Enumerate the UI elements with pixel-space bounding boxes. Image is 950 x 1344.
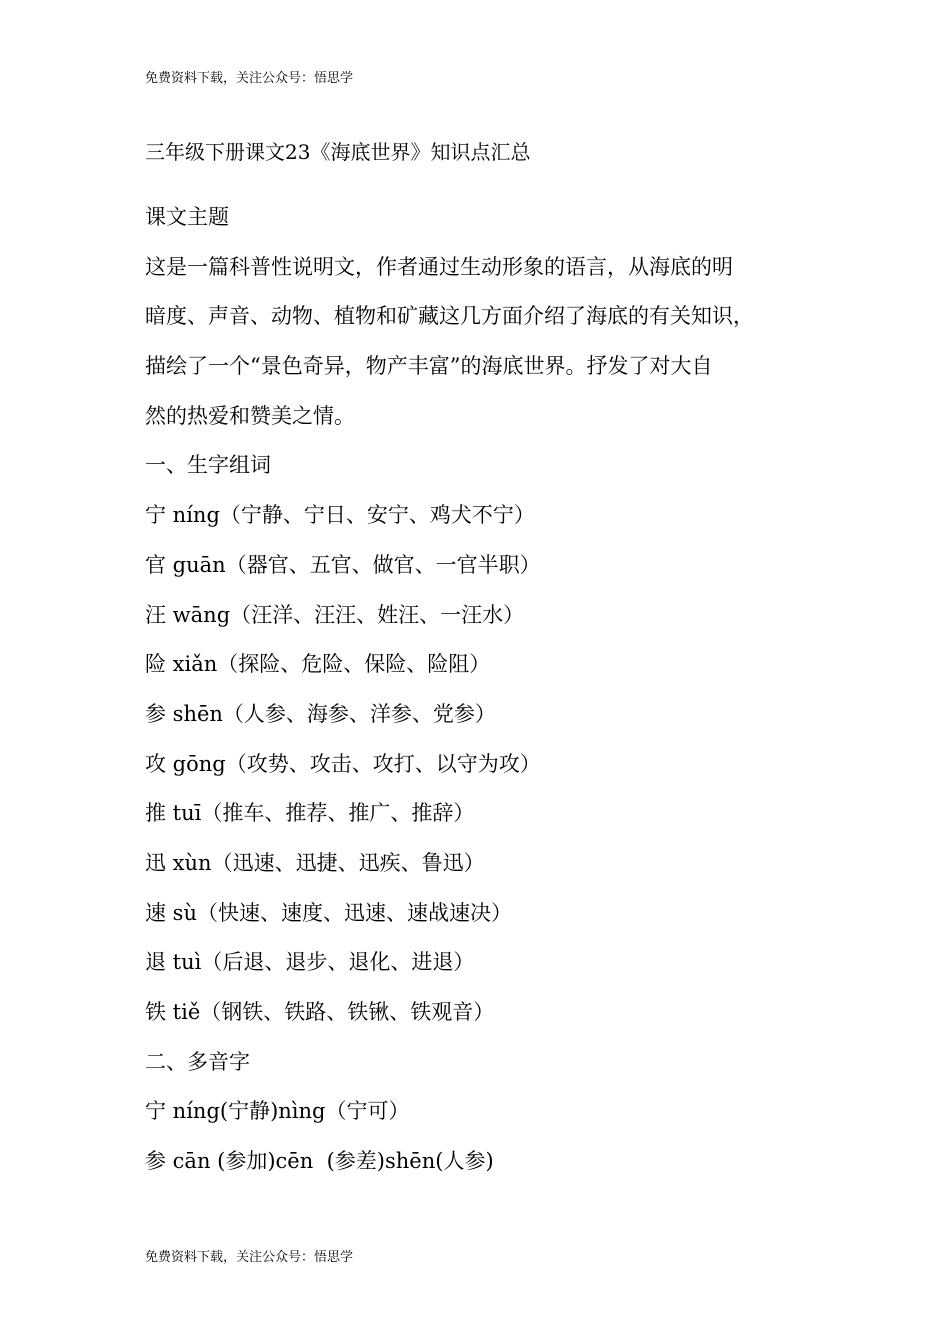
vocab-item: 推 tuī（推车、推荐、推广、推辞）: [145, 801, 475, 826]
page-header: 免费资料下载，关注公众号：悟思学: [145, 71, 354, 86]
vocab-item: 宁 níng（宁静、宁日、安宁、鸡犬不宁）: [145, 503, 535, 528]
page-footer: 免费资料下载，关注公众号：悟思学: [145, 1250, 354, 1265]
vocab-item: 速 sù（快速、速度、迅速、速战速决）: [145, 900, 512, 925]
polyphone-item: 宁 níng(宁静)nìng（宁可）: [145, 1099, 410, 1124]
theme-line: 然的热爱和赞美之情。: [145, 403, 355, 428]
vocab-item: 退 tuì（后退、退步、退化、进退）: [145, 950, 475, 975]
section-heading-polyphones: 二、多音字: [145, 1049, 250, 1074]
vocab-item: 参 shēn（人参、海参、洋参、党参）: [145, 701, 496, 726]
vocab-item: 汪 wāng（汪洋、汪汪、姓汪、一汪水）: [145, 602, 525, 627]
polyphone-item: 参 cān (参加)cēn (参差)shēn(人参): [145, 1149, 494, 1174]
theme-line: 暗度、声音、动物、植物和矿藏这几方面介绍了海底的有关知识，: [145, 304, 754, 329]
document-body: [145, 203, 815, 1197]
theme-heading: 课文主题: [145, 205, 229, 229]
document-title: 三年级下册课文23《海底世界》知识点汇总: [145, 140, 531, 164]
section-heading-vocabulary: 一、生字组词: [145, 453, 271, 478]
vocab-item: 铁 tiě（钢铁、铁路、铁锹、铁观音）: [145, 1000, 495, 1024]
vocab-item: 攻 gōng（攻势、攻击、攻打、以守为攻）: [145, 751, 541, 776]
vocab-item: 险 xiǎn（探险、危险、保险、险阻）: [145, 652, 491, 677]
theme-line: 这是一篇科普性说明文，作者通过生动形象的语言，从海底的明: [145, 254, 733, 279]
vocab-item: 迅 xùn（迅速、迅捷、迅疾、鲁迅）: [145, 850, 485, 875]
theme-line: 描绘了一个“景色奇异，物产丰富”的海底世界。抒发了对大自: [145, 354, 713, 379]
vocab-item: 官 guān（器官、五官、做官、一官半职）: [145, 552, 541, 577]
